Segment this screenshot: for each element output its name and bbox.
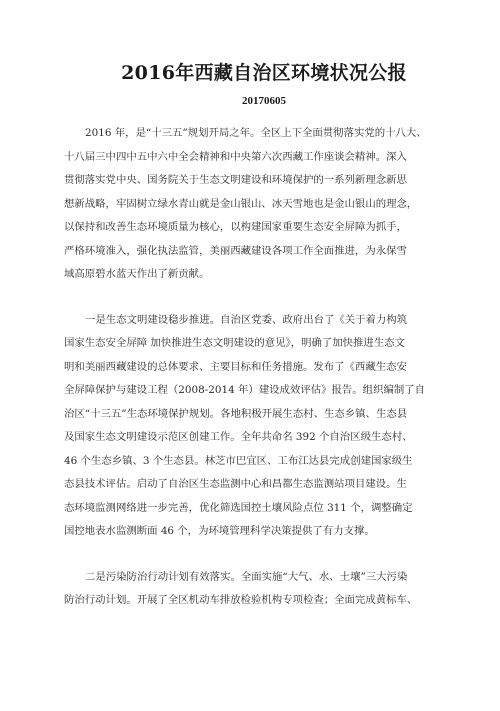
paragraph-line: 十八届三中四中五中六中全会精神和中央第六次西藏工作座谈会精神。深入 bbox=[64, 150, 407, 163]
paragraph-intro bbox=[64, 122, 436, 287]
paragraph-line: 以保持和改善生态环境质量为核心，以构建国家重要生态安全屏障为抓手， bbox=[64, 221, 407, 233]
paragraph-line: 治区“十三五”生态环境保护规划。各地积极开展生态村、生态乡镇、生态县 bbox=[64, 407, 408, 420]
paragraph-line: 严格环境准入，强化执法监管，美丽西藏建设各项工作全面推进，为永保雪 bbox=[64, 244, 407, 257]
paragraph-line: 域高原碧水蓝天作出了新贡献。 bbox=[64, 268, 210, 280]
paragraph-line: 想新战略，牢固树立绿水青山就是金山银山、冰天雪地也是金山银山的理念， bbox=[64, 197, 418, 210]
paragraph-line: 及国家生态文明建设示范区创建工作。全年共命名 392 个自治区级生态村、 bbox=[64, 431, 413, 443]
paragraph-line: 2016 年，是“十三五”规划开局之年。全区上下全面贯彻落实党的十八大、 bbox=[85, 127, 427, 139]
paragraph-line: 防治行动计划。开展了全区机动车排放检验机构专项检查；全面完成黄标车、 bbox=[64, 594, 418, 606]
document-body bbox=[64, 122, 436, 613]
paragraph-pollution bbox=[64, 566, 436, 613]
paragraph-line: 态环境监测网络进一步完善，优化筛选国控土壤风险点位 311 个，调整确定 bbox=[64, 501, 413, 514]
paragraph-spacer bbox=[64, 287, 436, 309]
paragraph-line: 一是生态文明建设稳步推进。自治区党委、政府出台了《关于着力构筑 bbox=[85, 313, 408, 326]
document-title: 2016年西藏自治区环境状况公报 bbox=[121, 62, 407, 84]
paragraph-line: 贯彻落实党中央、国务院关于生态文明建设和环境保护的一系列新理念新思 bbox=[64, 174, 407, 186]
paragraph-ecology bbox=[64, 309, 436, 544]
paragraph-line: 全屏障保护与建设工程（2008-2014 年）建设成效评估》报告。组织编制了自 bbox=[64, 384, 426, 396]
paragraph-line: 国控地表水监测断面 46 个，为环境管理科学决策提供了有力支撑。 bbox=[64, 525, 375, 537]
document-date: 20170605 bbox=[242, 95, 286, 107]
paragraph-line: 态县技术评估。启动了自治区生态监测中心和昌都生态监测站项目建设。生 bbox=[64, 478, 407, 490]
paragraph-line: 46 个生态乡镇、3 个生态县。林芝市巴宜区、工布江达县完成创建国家级生 bbox=[64, 454, 413, 467]
paragraph-line: 明和美丽西藏建设的总体要求、主要目标和任务措施。发布了《西藏生态安 bbox=[64, 360, 407, 373]
paragraph-line: 国家生态安全屏障 加快推进生态文明建设的意见》，明确了加快推进生态文 bbox=[64, 337, 405, 349]
paragraph-line: 二是污染防治行动计划有效落实。全面实施“大气、水、土壤”三大污染 bbox=[85, 570, 408, 583]
paragraph-spacer bbox=[64, 544, 436, 566]
